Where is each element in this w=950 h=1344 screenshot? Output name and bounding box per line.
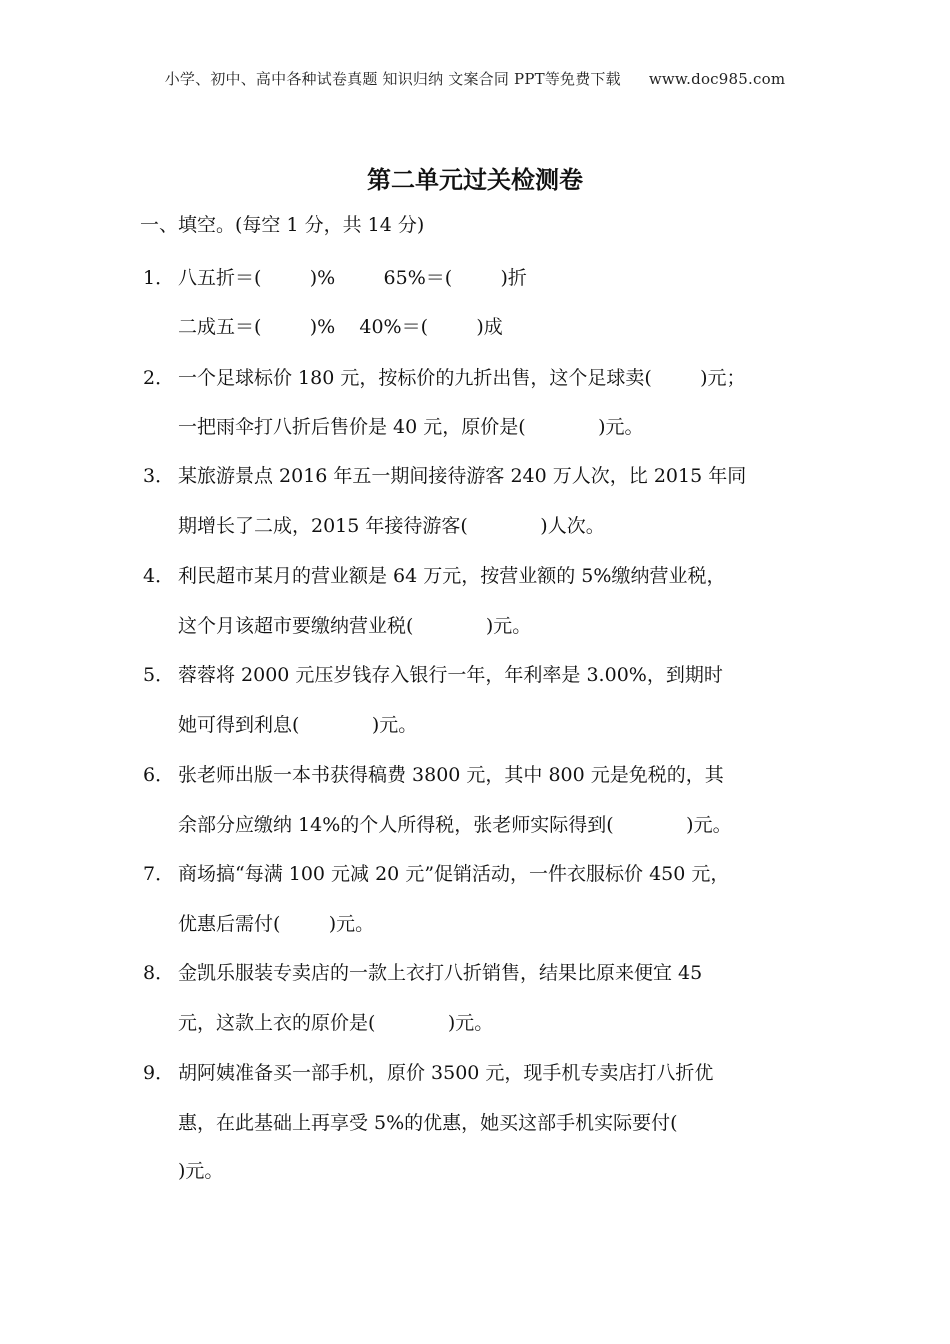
question-line: 元，这款上衣的原价是( )元。 (178, 1012, 494, 1034)
question-line: )元。 (178, 1160, 224, 1182)
question-line: 二成五＝( )% 40%＝( )成 (178, 316, 503, 338)
section-heading: 一、填空。(每空 1 分，共 14 分) (140, 214, 425, 236)
question-line: 某旅游景点 2016 年五一期间接待游客 240 万人次，比 2015 年同 (178, 465, 747, 487)
question-line: 一个足球标价 180 元，按标价的九折出售，这个足球卖( )元； (178, 367, 746, 389)
question-line: 余部分应缴纳 14%的个人所得税，张老师实际得到( )元。 (178, 814, 732, 836)
question-line: 优惠后需付( )元。 (178, 913, 375, 935)
question-line: 期增长了二成，2015 年接待游客( )人次。 (178, 515, 605, 537)
question-line: 这个月该超市要缴纳营业税( )元。 (178, 615, 532, 637)
question-line: 蓉蓉将 2000 元压岁钱存入银行一年，年利率是 3.00%，到期时 (178, 664, 723, 686)
question-line: 惠，在此基础上再享受 5%的优惠，她买这部手机实际要付( (178, 1112, 678, 1134)
page-header (0, 68, 950, 89)
question-line: 胡阿姨准备买一部手机，原价 3500 元，现手机专卖店打八折优 (178, 1062, 714, 1084)
question-number: 6． (143, 764, 175, 786)
question-number: 7． (143, 863, 175, 885)
question-number: 3． (143, 465, 175, 487)
question-line: 一把雨伞打八折后售价是 40 元，原价是( )元。 (178, 416, 644, 438)
header-text: 小学、初中、高中各种试卷真题 知识归纳 文案合同 PPT等免费下载 (164, 70, 621, 88)
question-number: 2． (143, 367, 175, 389)
question-line: 商场搞“每满 100 元减 20 元”促销活动，一件衣服标价 450 元， (178, 863, 730, 885)
question-number: 9． (143, 1062, 175, 1084)
question-number: 8． (143, 962, 175, 984)
question-line: 她可得到利息( )元。 (178, 714, 418, 736)
question-line: 金凯乐服装专卖店的一款上衣打八折销售，结果比原来便宜 45 (178, 962, 703, 984)
page-title: 第二单元过关检测卷 (367, 166, 583, 194)
header-site: www.doc985.com (648, 70, 786, 88)
question-number: 1． (143, 267, 175, 289)
question-number: 4． (143, 565, 175, 587)
question-number: 5． (143, 664, 175, 686)
question-line: 八五折＝( )% 65%＝( )折 (178, 267, 527, 289)
question-line: 利民超市某月的营业额是 64 万元，按营业额的 5%缴纳营业税， (178, 565, 726, 587)
question-line: 张老师出版一本书获得稿费 3800 元，其中 800 元是免税的，其 (178, 764, 724, 786)
